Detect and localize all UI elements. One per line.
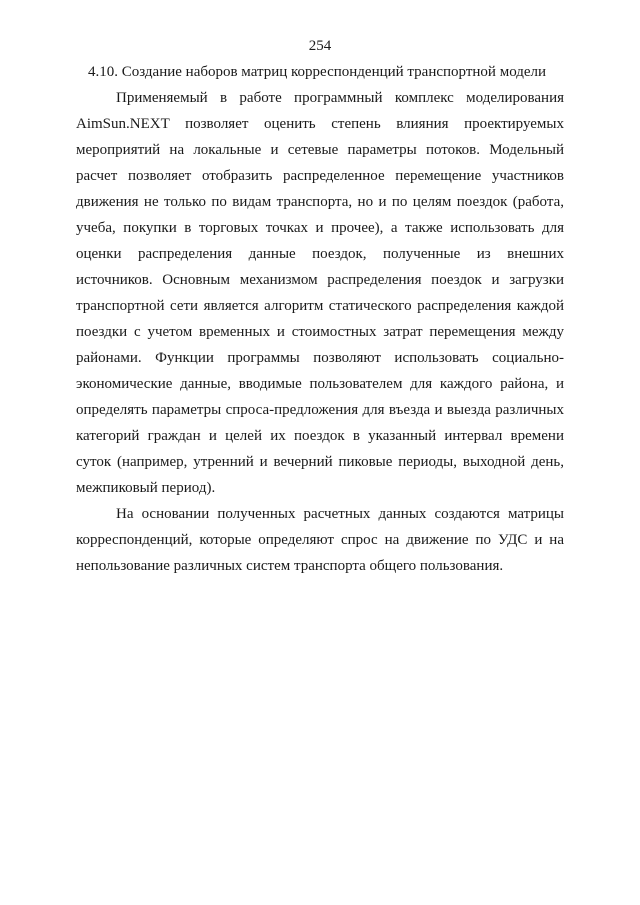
paragraph-line: мероприятий на локальные и сетевые параметры потоков. Модельный xyxy=(76,142,564,158)
paragraph-line: Применяемый в работе программный комплекс моделирования xyxy=(116,90,564,106)
paragraph-line: учеба, покупки в торговых точках и прочее), а также использовать для xyxy=(76,220,564,236)
paragraph-line: межпиковый период). xyxy=(76,480,216,496)
paragraph-line: источников. Основным механизмом распределения поездок и загрузки xyxy=(76,272,564,288)
paragraph-line: транспортной сети является алгоритм статического распределения каждой xyxy=(76,298,564,314)
paragraph-line: AimSun.NEXT позволяет оценить степень влияния проектируемых xyxy=(76,116,564,132)
paragraph-line: районами. Функции программы позволяют использовать социально- xyxy=(76,350,564,366)
section-heading: 4.10. Создание наборов матриц корреспонденций транспортной модели xyxy=(88,64,547,80)
paragraph-line: корреспонденций, которые определяют спрос на движение по УДС и на xyxy=(76,532,564,548)
paragraph-line: непользование различных систем транспорта общего пользования. xyxy=(76,558,504,574)
paragraph-line: расчет позволяет отобразить распределенное перемещение участников xyxy=(76,168,564,184)
page-number: 254 xyxy=(308,38,332,54)
paragraph-line: движения не только по видам транспорта, но и по целям поездок (работа, xyxy=(76,194,564,210)
paragraph-line: экономические данные, вводимые пользователем для каждого района, и xyxy=(76,376,564,392)
paragraph-line: На основании полученных расчетных данных создаются матрицы xyxy=(116,506,564,522)
paragraph-line: оценки распределения данные поездок, полученные из внешних xyxy=(76,246,564,262)
paragraph-line: поездки с учетом временных и стоимостных затрат перемещения между xyxy=(76,324,564,340)
paragraph-line: определять параметры спроса-предложения для въезда и выезда различных xyxy=(76,402,564,418)
paragraph-line: категорий граждан и целей их поездок в указанный интервал времени xyxy=(76,428,564,444)
paragraph-line: суток (например, утренний и вечерний пиковые периоды, выходной день, xyxy=(76,454,564,470)
